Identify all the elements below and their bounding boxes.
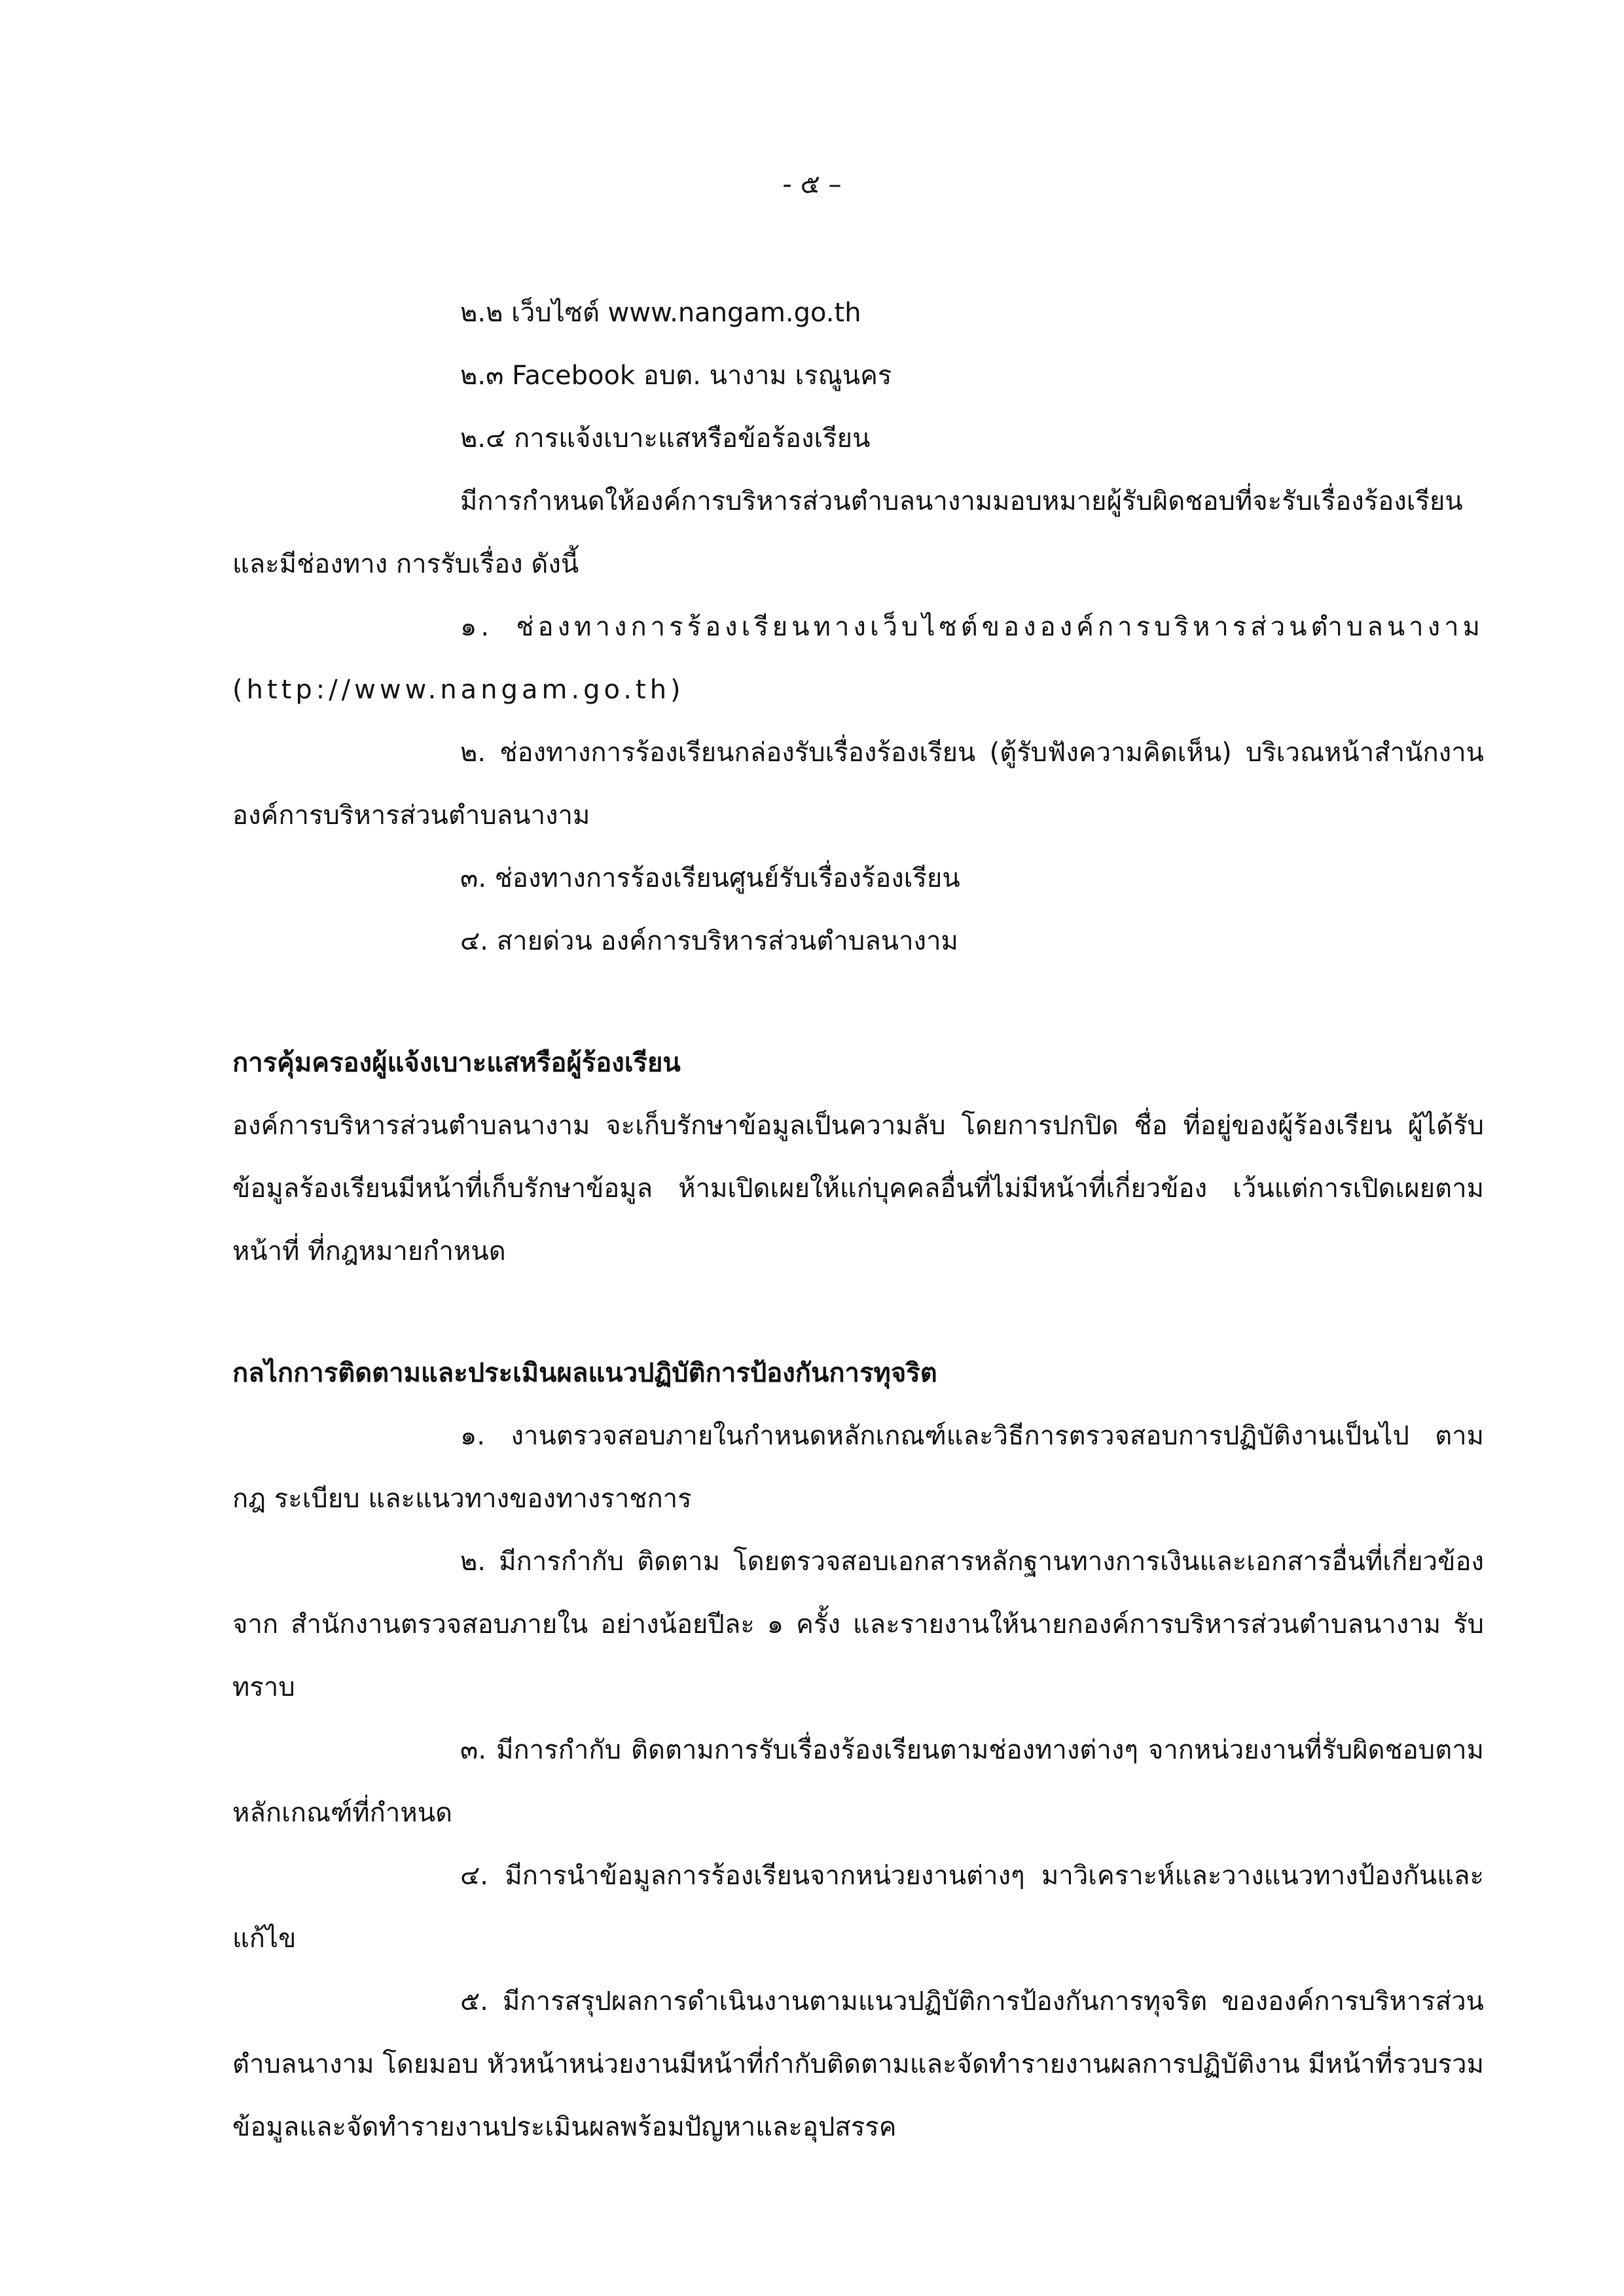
monitoring-item-3: ๓. มีการกำกับ ติดตามการรับเรื่องร้องเรียนตามช่องทางต่างๆ จากหน่วยงานที่รับผิดชอบตาม หลักเกณฑ์ที่กำหนด: [232, 1735, 1484, 1828]
complaint-channel-3: ๓. ช่องทางการร้องเรียนศูนย์รับเรื่องร้องเรียน: [460, 863, 960, 893]
section-spacer: [232, 1283, 1484, 1342]
monitoring-heading: กลไกการติดตามและประเมินผลแนวปฏิบัติการป้องกันการทุจริต: [232, 1358, 937, 1388]
channel-item-website: ๒.๒ เว็บไซต์ www.nangam.go.th: [460, 298, 861, 328]
monitoring-item-2: ๒. มีการกำกับ ติดตาม โดยตรวจสอบเอกสารหลักฐานทางการเงินและเอกสารอื่นที่เกี่ยวข้องจาก สำนักงานตรวจสอบภายใน อย่างน้อยปีละ ๑ ครั้ง และรายงานให้นายกองค์การบริหารส่วนตำบลนางาม รับทราบ: [232, 1547, 1484, 1702]
monitoring-item-1: ๑. งานตรวจสอบภายในกำหนดหลักเกณฑ์และวิธีการตรวจสอบการปฏิบัติงานเป็นไป ตาม กฎ ระเบียบ และแนวทางของทางราชการ: [232, 1421, 1484, 1514]
page-number: - ๕ –: [782, 170, 842, 200]
document-body: [232, 281, 1484, 2159]
complaint-channel-1: ๑. ช่องทางการร้องเรียนทางเว็บไซต์ขององค์การบริหารส่วนตำบลนางาม (http://www.nangam.go.th): [232, 612, 1484, 705]
section-spacer: [232, 973, 1484, 1031]
complaint-channel-2: ๒. ช่องทางการร้องเรียนกล่องรับเรื่องร้องเรียน (ตู้รับฟังความคิดเห็น) บริเวณหน้าสำนักงานองค์การบริหารส่วนตำบลนางาม: [232, 738, 1484, 831]
protection-body: องค์การบริหารส่วนตำบลนางาม จะเก็บรักษาข้อมูลเป็นความลับ โดยการปกปิด ชื่อ ที่อยู่ของผู้ร้องเรียน ผู้ได้รับข้อมูลร้องเรียนมีหน้าที่เก็บรักษาข้อมูล ห้ามเปิดเผยให้แก่บุคคลอื่นที่ไม่มีหน้าที่เกี่ยวข้อง เว้นแต่การเปิดเผยตามหน้าที่ ที่กฎหมายกำหนด: [232, 1111, 1484, 1266]
channel-item-complaints: ๒.๔ การแจ้งเบาะแสหรือข้อร้องเรียน: [460, 423, 871, 454]
complaint-channel-4: ๔. สายด่วน องค์การบริหารส่วนตำบลนางาม: [460, 926, 958, 956]
monitoring-item-4: ๔. มีการนำข้อมูลการร้องเรียนจากหน่วยงานต่างๆ มาวิเคราะห์และวางแนวทางป้องกันและแก้ไข: [232, 1861, 1484, 1954]
channel-item-facebook: ๒.๓ Facebook อบต. นางาม เรณูนคร: [460, 361, 892, 391]
channels-intro-paragraph: มีการกำหนดให้องค์การบริหารส่วนตำบลนางามมอบหมายผู้รับผิดชอบที่จะรับเรื่องร้องเรียน และมีช่องทาง การรับเรื่อง ดังนี้: [232, 486, 1463, 579]
protection-heading: การคุ้มครองผู้แจ้งเบาะแสหรือผู้ร้องเรียน: [232, 1048, 681, 1078]
monitoring-item-5: ๕. มีการสรุปผลการดำเนินงานตามแนวปฏิบัติการป้องกันการทุจริต ขององค์การบริหารส่วนตำบลนางาม โดยมอบ หัวหน้าหน่วยงานมีหน้าที่กำกับติดตามและจัดทำรายงานผลการปฏิบัติงาน มีหน้าที่รวบรวมข้อมูลและจัดทำรายงานประเมินผลพร้อมปัญหาและอุปสรรค: [232, 1986, 1484, 2142]
